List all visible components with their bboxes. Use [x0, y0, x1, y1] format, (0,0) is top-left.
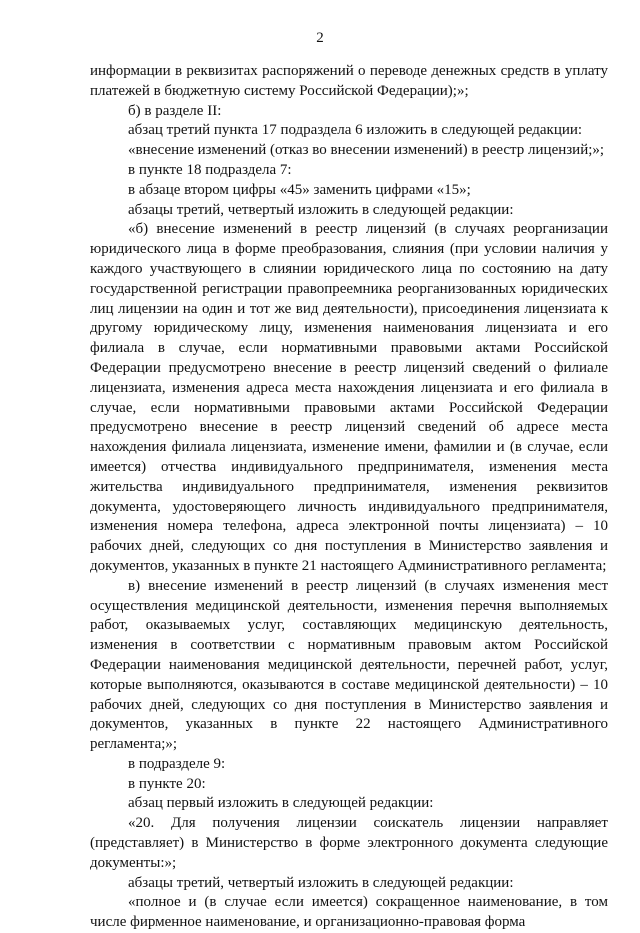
paragraph: абзац третий пункта 17 подраздела 6 изложить в следующей редакции: — [128, 122, 583, 139]
paragraph: в абзаце втором цифры «45» заменить цифрами «15»; — [128, 181, 471, 198]
paragraph-continuation: информации в реквизитах распоряжений о переводе денежных средств в уплату платежей в бюджетную систему Российской Федерации);»; — [90, 63, 608, 99]
paragraph: в пункте 18 подраздела 7: — [128, 161, 292, 178]
paragraph-item-b: «б) внесение изменений в реестр лицензий (в случаях реорганизации юридического лица в форме преобразования, слияния (при условии наличия у каждого участвующего в слиянии юридического лица по состоянию на дату государственной регистрации правопреемника реорганизованных юридических лиц лицензии на один и тот же вид деятельности), присоединения лицензиата к другому юридическому лицу, изменения наименования лицензиата и его филиала в случае, если нормативными правовыми актами Российской Федерации предусмотрено внесение в реестр лицензий сведений о филиале лицензиата, изменения адреса места нахождения лицензиата и его филиала в случае, если нормативными правовыми актами Российской Федерации предусмотрено внесение в реестр лицензий сведений об адресе места нахождения филиала лицензиата, изменение имени, фамилии и (в случае, если имеется) отчества индивидуального предпринимателя, изменения места жительства индивидуального предпринимателя, изменения реквизитов документа, удостоверяющего личность индивидуального предпринимателя, изменения номера телефона, адреса электронной почты лицензиата) – 10 рабочих дней, следующих со дня поступления в Министерство заявления и документов, указанных в пункте 21 настоящего Административного регламента; — [90, 221, 608, 574]
paragraph-item-20: «20. Для получения лицензии соискатель лицензии направляет (представляет) в Министерство в форме электронного документа следующие документы:»; — [90, 815, 608, 871]
paragraph: абзац первый изложить в следующей редакции: — [128, 795, 434, 812]
document-body — [90, 62, 608, 933]
page-number: 2 — [316, 30, 324, 46]
paragraph-section-b: б) в разделе II: — [128, 102, 222, 119]
paragraph: абзацы третий, четвертый изложить в следующей редакции: — [128, 201, 514, 218]
paragraph-item-v: в) внесение изменений в реестр лицензий (в случаях изменения мест осуществления медицинской деятельности, изменения перечня выполняемых работ, оказываемых услуг, составляющих медицинскую деятельность, изменения в соответствии с нормативным правовым актом Российской Федерации наименования медицинской деятельности, перечней работ, услуг, которые выполняются, оказываются в составе медицинской деятельности) – 10 рабочих дней, следующих со дня поступления в Министерство заявления и документов, указанных в пункте 22 настоящего Административного регламента;»; — [90, 577, 608, 753]
paragraph: «внесение изменений (отказ во внесении изменений) в реестр лицензий;»; — [128, 142, 605, 159]
paragraph: в подразделе 9: — [128, 755, 226, 772]
paragraph: абзацы третий, четвертый изложить в следующей редакции: — [128, 874, 514, 891]
paragraph: «полное и (в случае если имеется) сокращенное наименование, в том числе фирменное наименование, и организационно-правовая форма — [90, 894, 608, 931]
paragraph: в пункте 20: — [128, 775, 206, 792]
